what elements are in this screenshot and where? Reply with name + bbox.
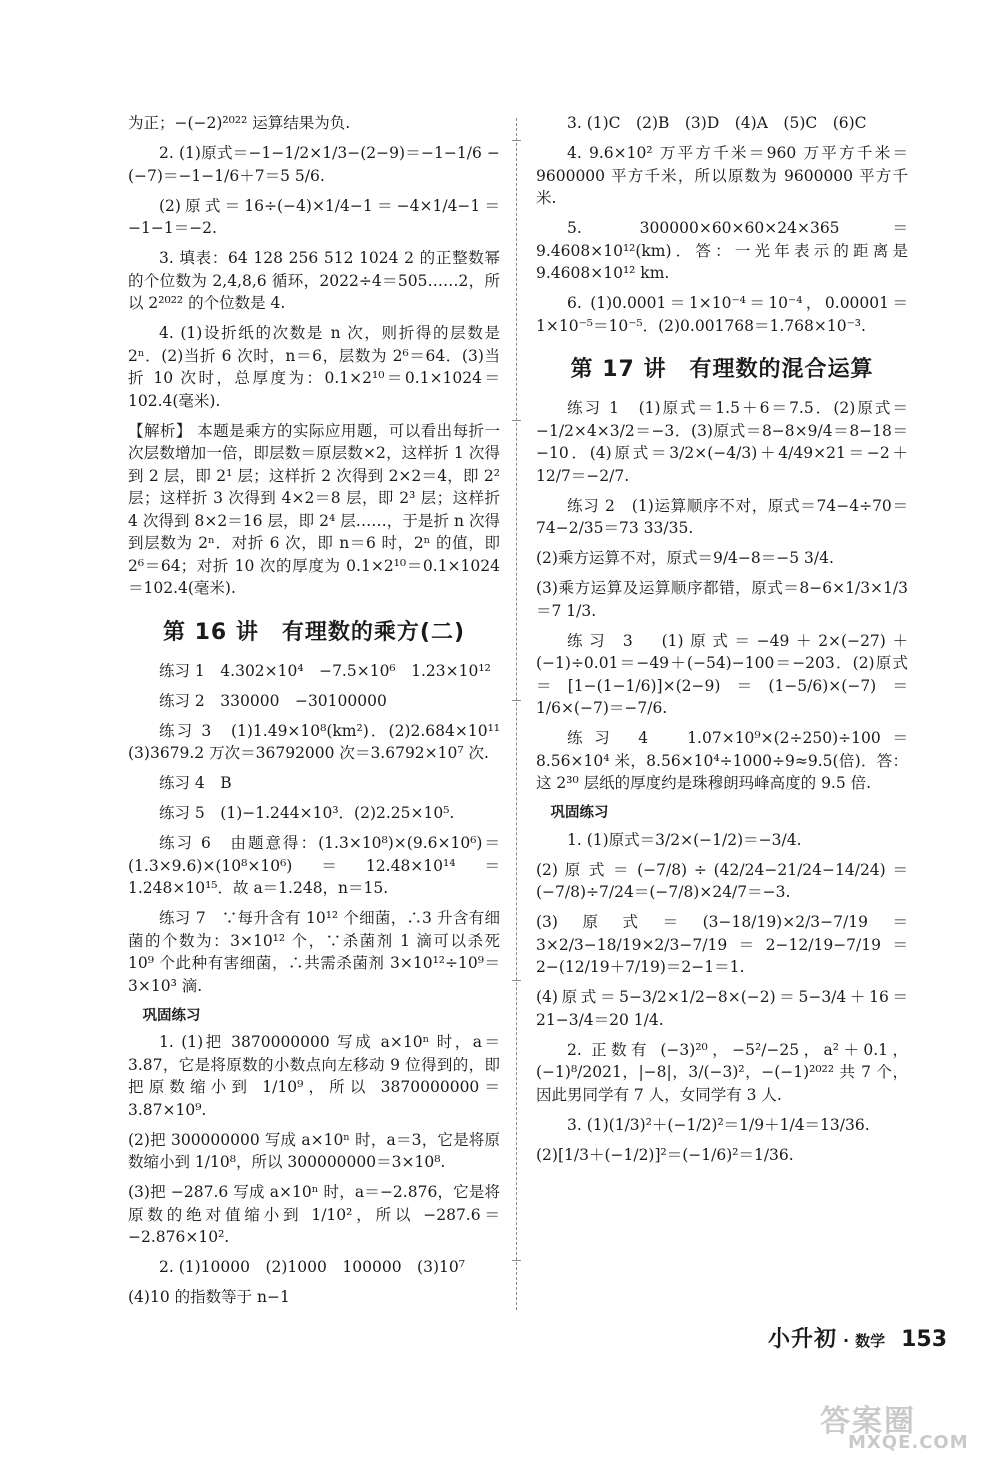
exercise-answer: 练习 4 B [159, 774, 232, 792]
subheading: 巩固练习 [550, 805, 609, 821]
paragraph: 6. (1)0.0001＝1×10⁻⁴＝10⁻⁴，0.00001＝1×10⁻⁵＝10⁻⁵．(2)0.001768＝1.768×10⁻³. [536, 294, 908, 335]
paragraph: 5. 300000×60×60×24×365＝9.4608×10¹²(km)．答：一光年表示的距离是 9.4608×10¹² km. [536, 219, 908, 282]
watermark-url: MXQE.COM [848, 1432, 969, 1453]
paragraph: (2)原式＝16÷(−4)×1/4−1＝−4×1/4−1＝ −1−1＝−2. [128, 196, 500, 237]
paragraph: 3. (1)C (2)B (3)D (4)A (5)C (6)C [567, 114, 867, 132]
divider-tick [512, 980, 521, 981]
paragraph: 1. (1)把 3870000000 写成 a×10ⁿ 时，a＝3.87，它是将原数的小数点向左移动 9 位得到的，即把原数缩小到 1/10⁹，所以 3870000000＝3.87×10⁹. [128, 1033, 500, 1119]
paragraph: (3)原式＝(3−18/19)×2/3−7/19＝3×2/3−18/19×2/3−7/19＝2−12/19−7/19＝2−(12/19＋7/19)＝2−1＝1. [536, 913, 908, 976]
divider-tick [512, 420, 521, 421]
paragraph: 2. 正数有 (−3)²⁰，−5²/−25，a²＋0.1，(−1)⁸/2021，|−8|，3/(−3)²，−(−1)²⁰²² 共 7 个，因此男同学有 7 人，女同学有 3 人. [536, 1040, 908, 1104]
subject-label: 数学 [855, 1332, 886, 1350]
paragraph: 1. (1)原式＝3/2×(−1/2)＝−3/4. [567, 830, 802, 849]
left-column [128, 112, 516, 1316]
exercise-answer: 练习 2 (1)运算顺序不对，原式＝74−4÷70＝74−2/35＝73 33/35. [536, 496, 908, 537]
paragraph: (3)把 −287.6 写成 a×10ⁿ 时，a＝−2.876，它是将原数的绝对值缩小到 1/10²，所以 −287.6＝−2.876×10². [128, 1183, 500, 1246]
footer-separator: · [843, 1331, 850, 1350]
paragraph: (4)原式＝5−3/2×1/2−8×(−2)＝5−3/4＋16＝21−3/4＝20 1/4. [536, 988, 908, 1029]
exercise-answer: 练习 3 (1)1.49×10⁸(km²)．(2)2.684×10¹¹ (3)3679.2 万次＝36792000 次＝3.6792×10⁷ 次. [128, 721, 516, 762]
analysis-paragraph: 【解析】 本题是乘方的实际应用题，可以看出每折一次层数增加一倍，即层数＝原层数×2，这样折 1 次得到 2 层，即 2¹ 层；这样折 2 次得到 2×2＝4，即 2² 层；这样折 3 次得到 4×2＝8 层，即 2³ 层；这样折 4 次得到 8×2＝16 层，即 2⁴ 层……，于是折 n 次得到层数为 2ⁿ．对折 6 次，即 n＝6 时，2ⁿ 的值，即 2⁶＝64；对折 10 次的厚度为 0.1×2¹⁰＝0.1×1024＝102.4(毫米). [128, 421, 500, 597]
section-heading: 第 17 讲 有理数的混合运算 [570, 357, 874, 382]
paragraph: 2. (1)原式＝−1−1/2×1/3−(2−9)＝−1−1/6 −(−7)＝−1−1/6＋7＝5 5/6. [128, 144, 500, 185]
exercise-answer: 练习 1 4.302×10⁴ −7.5×10⁶ 1.23×10¹² [159, 661, 491, 680]
paragraph: 4. (1)设折纸的次数是 n 次，则折得的层数是 2ⁿ．(2)当折 6 次时，n＝6，层数为 2⁶＝64．(3)当折 10 次时，总厚度为：0.1×2¹⁰＝0.1×1024＝102.4(毫米). [128, 324, 500, 410]
divider-tick [512, 1260, 521, 1261]
exercise-answer: 练习 6 由题意得：(1.3×10⁸)×(9.6×10⁶)＝(1.3×9.6)×(10⁸×10⁶)＝12.48×10¹⁴＝1.248×10¹⁵．故 a＝1.248，n＝15. [128, 834, 500, 897]
exercise-answer: 练习 4 1.07×10⁹×(2÷250)÷100＝8.56×10⁴ 米，8.56×10⁴÷1000÷9≈9.5(倍)．答：这 2³⁰ 层纸的厚度约是珠穆朗玛峰高度的 9.5 倍. [536, 729, 908, 792]
page-footer [768, 1322, 947, 1353]
exercise-answer: 练习 2 330000 −30100000 [159, 691, 387, 710]
paragraph: 3. (1)(1/3)²＋(−1/2)²＝1/9＋1/4＝13/36. [567, 1115, 870, 1134]
paragraph: (2)把 300000000 写成 a×10ⁿ 时，a＝3，它是将原数缩小到 1/10⁸，所以 300000000＝3×10⁸. [128, 1130, 500, 1171]
divider-tick [512, 140, 521, 141]
paragraph: (2)[1/3＋(−1/2)]²＝(−1/6)²＝1/36. [536, 1145, 794, 1164]
divider-tick [512, 700, 521, 701]
page-number: 153 [901, 1327, 948, 1352]
exercise-answer: 练习 7 ∵每升含有 10¹² 个细菌，∴3 升含有细菌的个数为：3×10¹² 个，∵杀菌剂 1 滴可以杀死 10⁹ 个此种有害细菌，∴共需杀菌剂 3×10¹²÷10⁹＝3×10³ 滴. [128, 909, 500, 995]
column-divider [516, 118, 517, 1310]
watermark-logo: 答案圈 [820, 1404, 916, 1439]
section-heading: 第 16 讲 有理数的乘方(二) [162, 619, 466, 645]
paragraph: (2) 原 式 ＝ (−7/8) ÷ (42/24−21/24−14/24) ＝ (−7/8)÷7/24＝(−7/8)×24/7＝−3. [536, 860, 908, 901]
book-brand: 小升初 [768, 1327, 838, 1352]
subheading: 巩固练习 [142, 1007, 201, 1024]
paragraph: 3. 填表：64 128 256 512 1024 2 的正整数幂的个位数为 2,4,8,6 循环，2022÷4＝505……2，所以 2²⁰²² 的个位数是 4. [128, 249, 500, 312]
paragraph: (2)乘方运算不对，原式＝9/4−8＝−5 3/4. [536, 549, 834, 567]
paragraph: 2. (1)10000 (2)1000 100000 (3)10⁷ [159, 1258, 465, 1276]
paragraph: (3)乘方运算及运算顺序都错，原式＝8−6×1/3×1/3＝7 1/3. [536, 579, 908, 620]
exercise-answer: 练习 1 (1)原式＝1.5＋6＝7.5．(2)原式＝−1/2×4×3/2＝−3．(3)原式＝8−8×9/4＝8−18＝−10．(4)原式＝3/2×(−4/3)＋4/49×21＝−2＋12/7＝−2/7. [536, 399, 908, 485]
right-column [536, 112, 908, 1174]
exercise-answer: 练习 3 (1)原式＝−49＋2×(−27)＋(−1)÷0.01＝−49＋(−54)−100＝−203．(2)原式＝[1−(1−1/6)]×(2−9)＝(1−5/6)×(−7)＝1/6×(−7)＝−7/6. [536, 631, 908, 717]
paragraph: 4. 9.6×10² 万平方千米＝960 万平方千米＝9600000 平方千米，所以原数为 9600000 平方千米. [536, 144, 908, 207]
exercise-answer: 练习 5 (1)−1.244×10³．(2)2.25×10⁵. [159, 804, 455, 822]
paragraph: (4)10 的指数等于 n−1 [128, 1288, 290, 1306]
paragraph: 为正；−(−2)²⁰²² 运算结果为负. [128, 114, 351, 132]
